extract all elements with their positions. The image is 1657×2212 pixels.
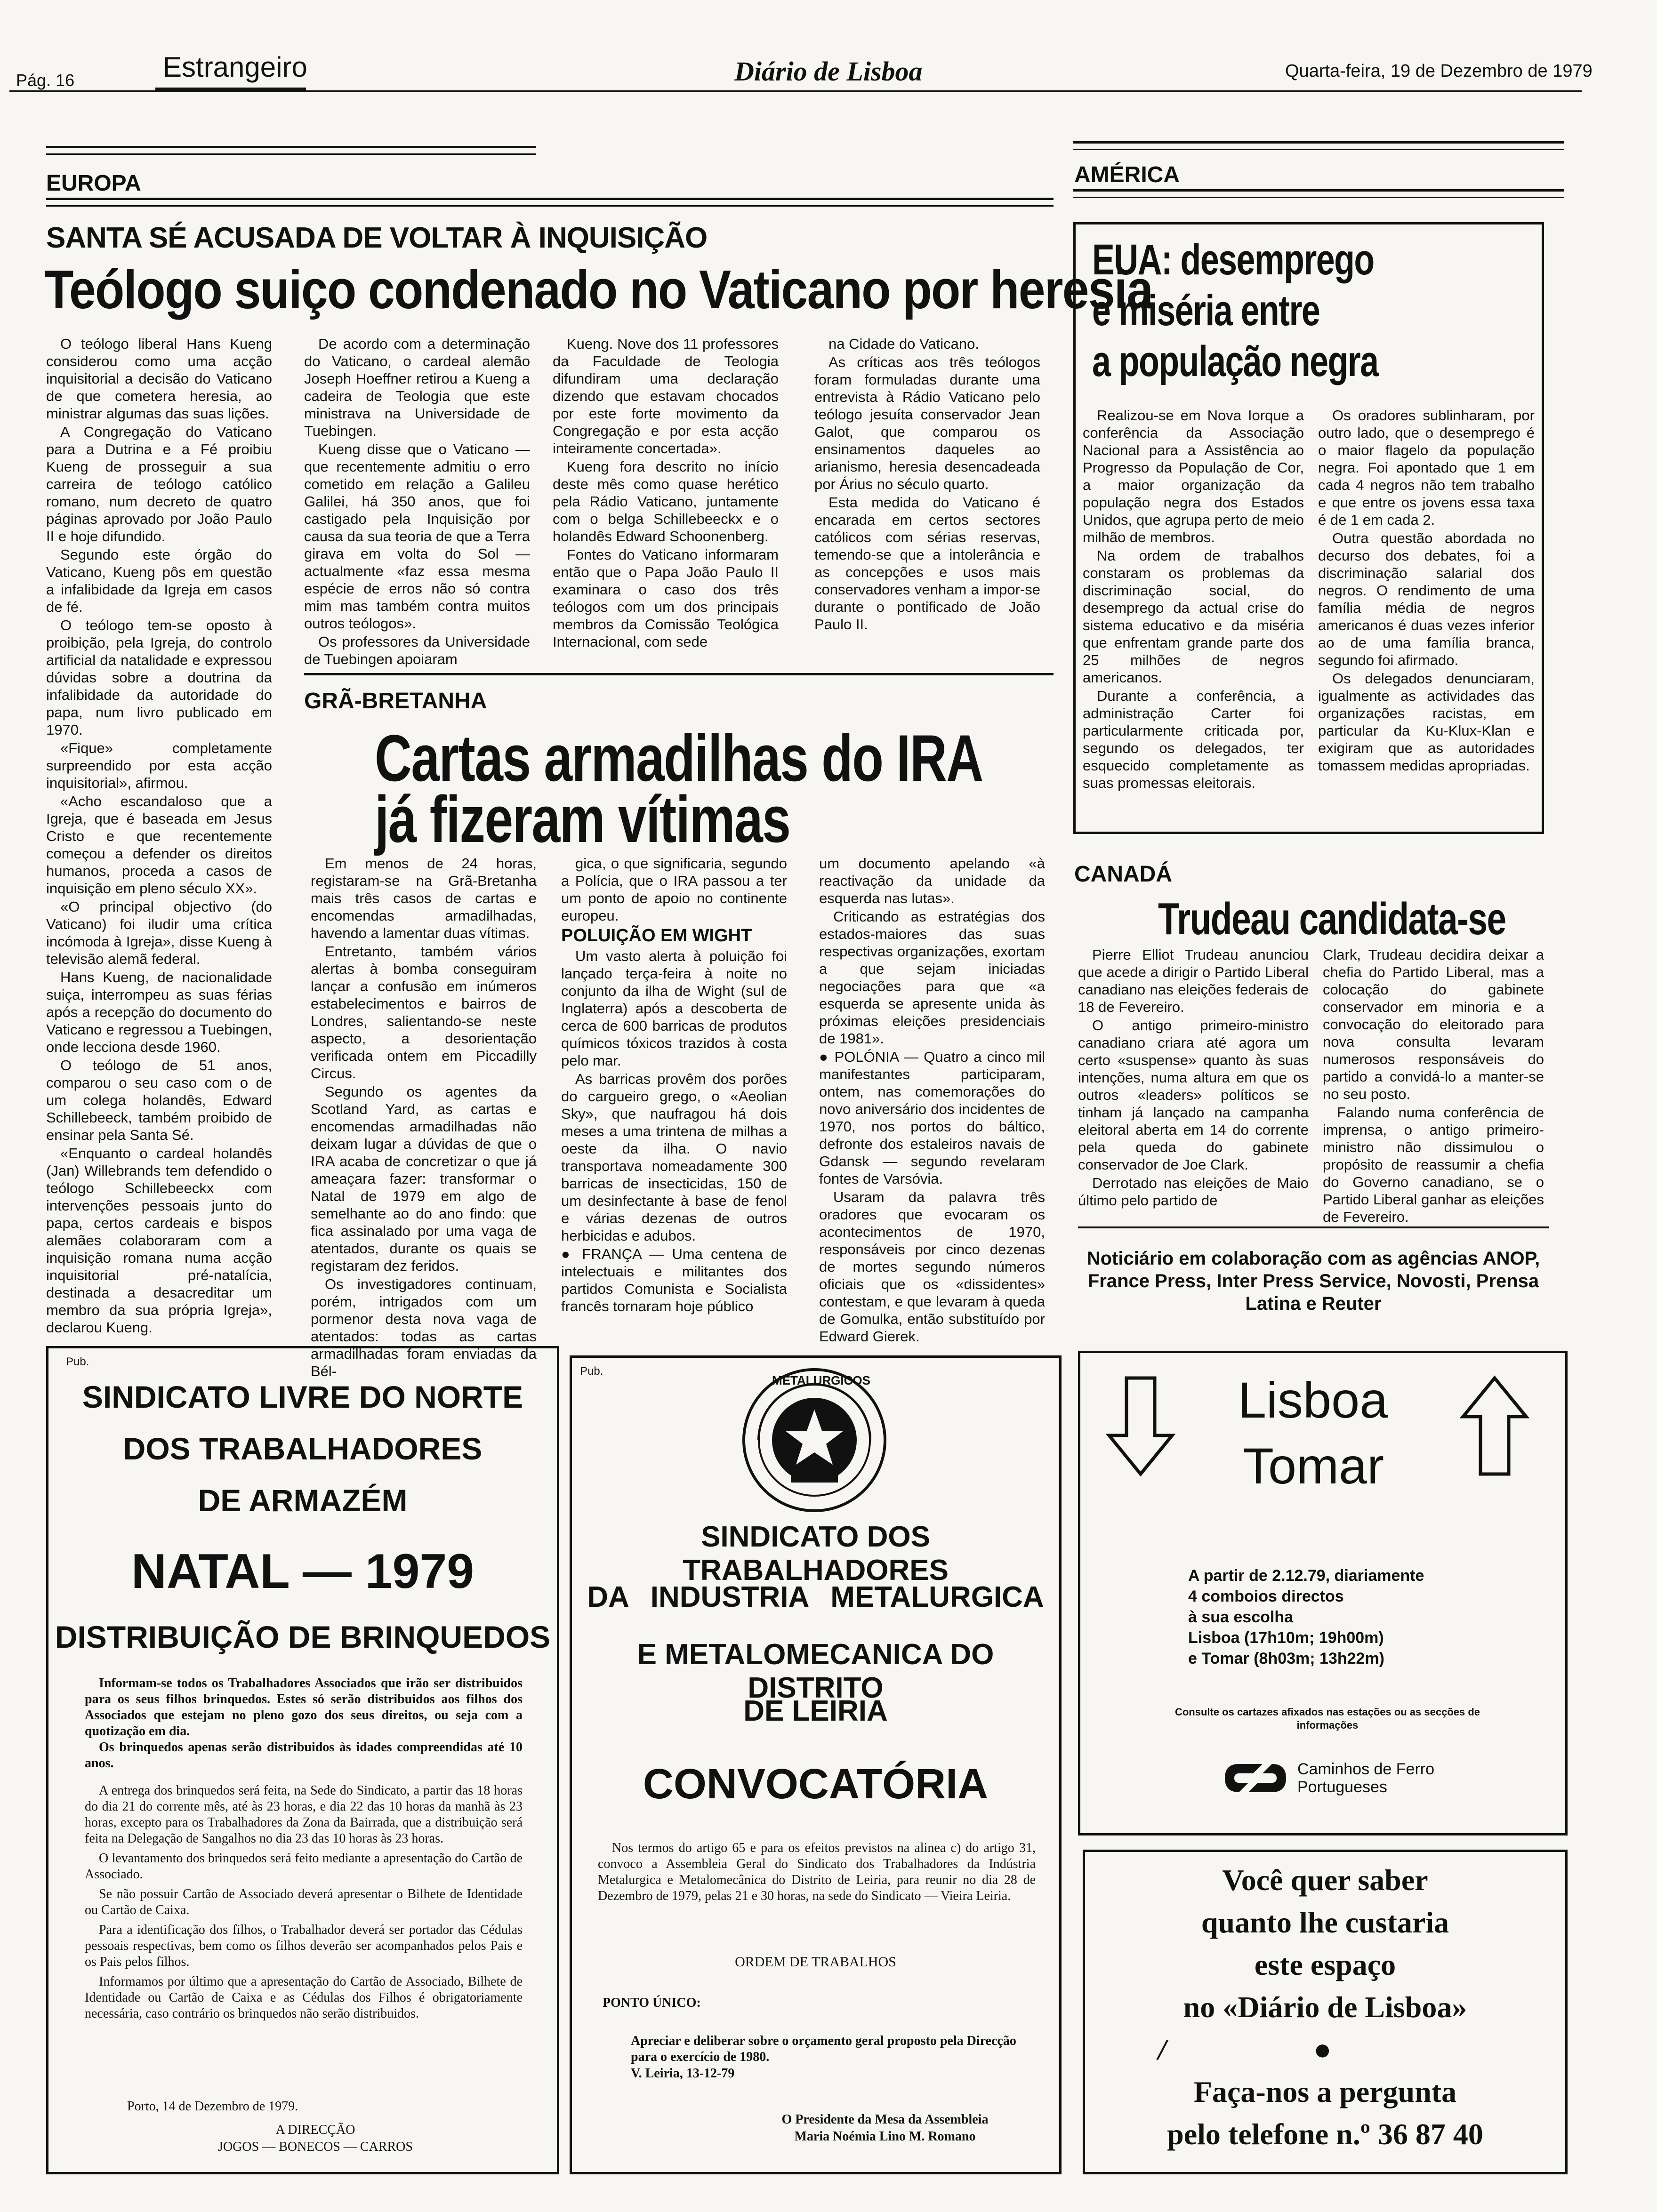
paragraph: ● POLÓNIA — Quatro a cinco mil manifestantes participaram, ontem, nas comemorações do novo aniversário dos incidentes de 1970, nos portos do báltico, defronte dos estaleiros navais de Gdansk — segundo revelaram fontes de Varsóvia. [819, 1049, 1045, 1187]
paragraph: «Fique» completamente surpreendido por esta acção inquisitorial», afirmou. [46, 740, 272, 791]
gb-col-3 [819, 855, 1045, 1346]
ad3-line: e Tomar (8h03m; 13h22m) [1188, 1650, 1384, 1667]
paragraph: Esta medida do Vaticano é encarada em certos sectores católicos com sérias reservas, temendo-se que a intolerância e as concepções e usos mais conservadores venham a impor-se durante o pontificado de João Paulo II. [814, 494, 1040, 633]
ad2-line-2: DA INDUSTRIA METALURGICA [587, 1581, 1044, 1613]
europa-section-label: EUROPA [46, 171, 141, 196]
paragraph: Em menos de 24 horas, registaram-se na Grã-Bretanha mais três casos de cartas e encomendas armadilhadas, havendo a lamentar duas vítimas. [311, 855, 537, 941]
paragraph: Um vasto alerta à poluição foi lançado terça-feira à noite no conjunto da ilha de Wight (sul de Inglaterra) após a descoberta de cerca de 600 barricas de produtos químicos tóxicos trazidos à costa pelo mar. [561, 948, 787, 1069]
ad1-title: DISTRIBUIÇÃO DE BRINQUEDOS [55, 1619, 551, 1654]
paragraph: Criticando as estratégias dos estados-maiores das suas respectivas organizações, exortam a que sejam iniciadas negociações para que «a esquerda se apresente unida às próximas eleições presidenciais de 1981». [819, 908, 1045, 1047]
paragraph: Informamos por último que a apresentação do Cartão de Associado, Bilhete de Identidade ou Cartão de Caixa e as Cédulas dos Filhos é obrigatoriamente necessária, caso contrário os brinquedos não serão distribuidos. [85, 1974, 523, 2021]
ad4-line: Você quer saber [1222, 1863, 1428, 1897]
ad2-line-3: E METALOMECANICA DO DISTRITO [637, 1638, 994, 1704]
paragraph: Os investigadores continuam, porém, intrigados com um pormenor desta nova vaga de atentados: todas as cartas armadilhadas foram enviadas da Bél- [311, 1276, 537, 1379]
ad1-line-2: DOS TRABALHADORES [123, 1431, 483, 1466]
paragraph: Usaram da palavra três oradores que evocaram os acontecimentos de 1970, responsáveis por cinco dezenas de mortes segundo números oficiais que os «dissidentes» contestam, e que levaram à queda de Gomulka, então substituído por Edward Gierek. [819, 1189, 1045, 1345]
paragraph: A entrega dos brinquedos será feita, na Sede do Sindicato, a partir das 18 horas do dia 21 do corrente mês, até às 23 horas, e dia 22 das 10 horas da manhã às 23 horas, excepto para os Trabalhadores da Zona da Bairrada, que a distribuição será feita na Delegação de Sangalhos no dia 23 das 10 horas às 23 horas. [85, 1783, 523, 1846]
ad1-signature-1: A DIRECÇÃO [275, 2123, 355, 2137]
ad4-line: Faça-nos a pergunta [1193, 2075, 1457, 2108]
america-section-label: AMÉRICA [1074, 162, 1180, 187]
cp-logo-text-1: Caminhos de Ferro [1297, 1760, 1435, 1778]
ad4-line: quanto lhe custaria [1201, 1906, 1449, 1939]
page-number: Pág. 16 [16, 71, 75, 90]
america-col-1 [1083, 407, 1304, 793]
canada-section-label: CANADÁ [1074, 862, 1172, 887]
ad2-item: Apreciar e deliberar sobre o orçamento geral proposto pela Direcção para o exercício de 1980. [631, 2034, 1016, 2064]
europa-rule-bottom [46, 198, 1054, 200]
paragraph: O teólogo tem-se oposto à proibição, pela Igreja, do controlo artificial da natalidade e expressou dúvidas sobre a doutrina da infalibidade da autoridade do papa, num livro publicado em 1970. [46, 617, 272, 738]
ad4-line: este espaço [1254, 1948, 1396, 1981]
paragraph: Kueng disse que o Vaticano — que recentemente admitiu o erro cometido em relação a Galileu Galilei, há 350 anos, que foi castigado pela Inquisição por causa da sua teoria de que a Terra girava em volta do Sol — actualmente «faz essa mesma espécie de erros não só contra mim mas também contra muitos outros teólogos». [304, 441, 530, 632]
header-thick-rule [155, 88, 306, 92]
america-rule-top [1073, 141, 1564, 144]
agency-credit: Noticiário em colaboração com as agências ANOP, France Press, Inter Press Service, Novosti, Prensa Latina e Reuter [1086, 1248, 1540, 1314]
gb-rule-top [304, 673, 1054, 675]
paragraph: O antigo primeiro-ministro canadiano criara até agora um certo «suspense» quanto às suas intenções, numa altura em que os outros «leaders» políticos se tinham já lançado na campanha eleitoral aberta em 14 do corrente pela queda do gabinete conservador de Joe Clark. [1078, 1017, 1309, 1173]
paragraph: Clark, Trudeau decidira deixar a chefia do Partido Liberal, mas a colocação do gabinete conservador em minoria e a convocação do eleitorado para nova consulta levaram numerosos responsáveis do partido a convidá-lo a manter-se no seu posto. [1323, 946, 1544, 1102]
paragraph: na Cidade do Vaticano. [828, 336, 979, 352]
ad1-body [85, 1675, 523, 2026]
ad3-line: Lisboa (17h10m; 19h00m) [1188, 1629, 1384, 1647]
ad2-signature-1: O Presidente da Mesa da Assembleia [781, 2112, 989, 2127]
ad2-signature-2: Maria Noémia Lino M. Romano [794, 2129, 976, 2144]
paragraph: Hans Kueng, de nacionalidade suiça, interrompeu as suas férias após a recepção do documento do Vaticano e regressou a Tuebingen, onde lecciona desde 1960. [46, 969, 272, 1055]
ad3-line: à sua escolha [1188, 1608, 1294, 1626]
europa-col-3 [553, 335, 779, 651]
paragraph: «O principal objectivo (do Vaticano) foi iludir uma crítica incómoda à Igreja», disse Kueng à televisão alemã federal. [46, 898, 272, 967]
ad2-ponto: PONTO ÚNICO: [603, 1996, 701, 2010]
gb-col-2 [561, 855, 787, 1316]
paragraph: Informam-se todos os Trabalhadores Associados que irão ser distribuidos para os seus filhos brinquedos. Estes só serão distribuidos aos filhos dos Associados que estejam no pleno gozo dos seus direitos, ou seja com a quotização em dia. [85, 1676, 523, 1739]
europa-col-1 [46, 335, 272, 1337]
america-rule-bottom2 [1073, 197, 1564, 198]
ad1-line-1: SINDICATO LIVRE DO NORTE [82, 1379, 523, 1414]
america-rule-bottom [1073, 189, 1564, 192]
ad2-title: CONVOCATÓRIA [643, 1761, 989, 1808]
america-headline-1: EUA: desemprego [1092, 236, 1374, 284]
ad4-divider [1083, 2028, 1568, 2071]
masthead: Diário de Lisboa [734, 56, 923, 87]
gb-headline-2: já fizeram vítimas [375, 782, 790, 856]
europa-rule-top2 [46, 153, 536, 155]
gb-headline-1: Cartas armadilhas do IRA [375, 721, 983, 795]
canada-col-2 [1323, 946, 1544, 1226]
europa-rule-bottom2 [46, 205, 1054, 207]
paragraph: Falando numa conferência de imprensa, o antigo primeiro-ministro não dissimulou o propósito de reassumir a chefia do Governo canadiano, se o Partido Liberal ganhar as eleições de Fevereiro. [1323, 1104, 1544, 1225]
ad2-line-4: DE LEIRIA [743, 1695, 888, 1727]
paragraph: Durante a conferência, a administração Carter foi particularmente criticada por, segundo os delegados, ter esquecido completamente as suas promessas eleitorais. [1083, 688, 1304, 791]
issue-date: Quarta-feira, 19 de Dezembro de 1979 [1285, 61, 1593, 81]
ad1-natal: NATAL — 1979 [131, 1544, 475, 1599]
europa-col-2 [304, 335, 530, 669]
america-headline-2: e miséria entre [1092, 287, 1320, 335]
america-col-2 [1318, 407, 1535, 775]
paragraph: O teólogo de 51 anos, comparou o seu caso com o de um colega holandês, Edward Schillebeeck, também proibido de ensinar pela Santa Sé. [46, 1057, 272, 1143]
ad3-body [1188, 1565, 1424, 1669]
ad2-ordem: ORDEM DE TRABALHOS [735, 1954, 896, 1970]
paragraph: Segundo este órgão do Vaticano, Kueng pôs em questão a infalibidade da Igreja em casos de fé. [46, 546, 272, 615]
section-title: Estrangeiro [163, 51, 307, 83]
ad4-body [1083, 1859, 1568, 2156]
canada-headline: Trudeau candidata-se [1158, 894, 1506, 944]
paragraph: Os professores da Universidade de Tuebingen apoiaram [304, 633, 530, 667]
america-headline-3: a população negra [1092, 337, 1378, 385]
city-lisboa: Lisboa [1238, 1371, 1388, 1428]
paragraph: As críticas aos três teólogos foram formuladas durante uma entrevista à Rádio Vaticano pelo teólogo jesuíta conservador Jean Galot, que comparou os ensinamentos daqueles ao arianismo, heresia desencadeada por Árius no século quarto. [814, 354, 1040, 492]
paragraph: As barricas provêm dos porões do cargueiro grego, o «Aeolian Sky», que naufragou há dois meses a uma trintena de milhas a oeste da ilha. O navio transportava nomeadamente 300 barricas de insecticidas, 150 de um desinfectante à base de fenol e várias dezenas de outros herbicidas e adubos. [561, 1071, 787, 1244]
paragraph: Para a identificação dos filhos, o Trabalhador deverá ser portador das Cédulas pessoais respectivas, bem como os filhos deverão ser acompanhados pelos Pais e os Pais pelos filhos. [85, 1923, 523, 1969]
paragraph: Pierre Elliot Trudeau anunciou que acede a dirigir o Partido Liberal canadiano nas eleições federais de 18 de Fevereiro. [1078, 946, 1309, 1015]
ad3-line: A partir de 2.12.79, diariamente [1188, 1567, 1424, 1585]
america-rule-top2 [1073, 149, 1564, 150]
paragraph: Derrotado nas eleições de Maio último pelo partido de [1078, 1175, 1309, 1209]
pub-label: Pub. [580, 1365, 603, 1378]
arrow-down-icon [1105, 1374, 1176, 1478]
slash-mark-icon: / [1158, 2033, 1166, 2066]
paragraph: Realizou-se em Nova Iorque a conferência da Associação Nacional para a Assistência ao Progresso da População de Cor, a maior organização da população negra dos Estados Unidos, que agrupa perto de meio milhão de membros. [1083, 407, 1304, 545]
gb-subhead: POLUIÇÃO EM WIGHT [561, 926, 752, 946]
paragraph: Kueng fora descrito no início deste mês como quase herético pela Rádio Vaticano, juntamente com o belga Schillebeeckx e o holandês Edward Schoonenberg. [553, 458, 779, 545]
paragraph: «Acho escandaloso que a Igreja, que é baseada em Jesus Cristo e que recentemente começou a defender os direitos humanos, proceda a casos de inquisição em pleno século XX». [46, 793, 272, 897]
ad4-line: no «Diário de Lisboa» [1183, 1990, 1467, 2024]
paragraph: um documento apelando «à reactivação da unidade da esquerda nas lutas». [819, 855, 1045, 906]
cp-logo-icon [1220, 1759, 1291, 1797]
paragraph: «Enquanto o cardeal holandês (Jan) Willebrands tem defendido o teólogo Schillebeeckx com intervenções pessoais junto do papa, certos cardeais e bispos alemães colaboraram com a inquisição romana numa acção inquisitorial pré-natalícia, destinada a desacreditar um membro da sua própria Igreja», declarou Kueng. [46, 1145, 272, 1336]
paragraph: ● FRANÇA — Uma centena de intelectuais e militantes dos partidos Comunista e Socialista francês tornaram hoje público [561, 1246, 787, 1314]
paragraph: Entretanto, também vários alertas à bomba conseguiram lançar a confusão em inúmeros estabelecimentos e bairros de Londres, salientando-se neste aspecto, a desorientação verificada ontem em Piccadilly Circus. [311, 943, 537, 1082]
pub-label: Pub. [66, 1355, 89, 1368]
paragraph: Se não possuir Cartão de Associado deverá apresentar o Bilhete de Identidade ou Cartão de Caixa. [85, 1887, 523, 1917]
paragraph: Os delegados denunciaram, igualmente as actividades das organizações racistas, em particular da Ku-Klux-Klan e exigiram que as autoridades tomassem medidas apropriadas. [1318, 670, 1535, 774]
gb-col-1 [311, 855, 537, 1381]
ad2-text: Nos termos do artigo 65 e para os efeitos previstos na alinea c) do artigo 31, convoco a Assembleia Geral do Sindicato dos Trabalhadores da Indústria Metalurgica e Metalomecânica do Distrito de Leiria, para reunir no dia 28 de Dezembro de 1979, pelas 21 e 30 horas, na sede do Sindicato — Vieira Leiria. [598, 1841, 1036, 1903]
paragraph: Na ordem de trabalhos constaram os problemas da discriminação social, do desemprego da actual crise do sistema educativo e da miséria que enfrentam grande parte dos 25 milhões de negros americanos. [1083, 547, 1304, 686]
bullet-icon: ● [1313, 2033, 1332, 2066]
paragraph: Kueng. Nove dos 11 professores da Faculdade de Teologia difundiram uma declaração dizendo que estavam chocados por este forte movimento da Congregação e por esta acção inteiramente concertada». [553, 336, 779, 457]
europa-rule-top [46, 146, 536, 148]
cp-logo-text-2: Portugueses [1297, 1778, 1387, 1796]
canada-rule [1078, 1226, 1549, 1228]
europa-headline: Teólogo suiço condenado no Vaticano por heresia [44, 259, 1153, 320]
ad1-line-3: DE ARMAZÉM [198, 1483, 408, 1518]
paragraph: Os brinquedos apenas serão distribuidos às idades compreendidas até 10 anos. [85, 1740, 523, 1771]
paragraph: Os oradores sublinharam, por outro lado, que o desemprego é o maior flagelo da população negra. Foi apontado que 1 em cada 4 negros não tem trabalho e que entre os jovens essa taxa é de 1 em cada 2. [1318, 407, 1535, 528]
arrow-up-icon [1459, 1374, 1530, 1478]
ad3-line: 4 comboios directos [1188, 1587, 1344, 1605]
paragraph: Fontes do Vaticano informaram então que o Papa João Paulo II examinara o caso dos três teólogos com um dos principais membros da Comissão Teológica Internacional, com sede [553, 546, 779, 650]
ad2-date: V. Leiria, 13-12-79 [631, 2066, 735, 2081]
paragraph: O levantamento dos brinquedos será feito mediante a apresentação do Cartão de Associado. [85, 1851, 523, 1882]
ad1-place: Porto, 14 de Dezembro de 1979. [127, 2099, 298, 2114]
ad3-note: Consulte os cartazes afixados nas estações ou as secções de informações [1174, 1706, 1480, 1731]
paragraph: O teólogo liberal Hans Kueng considerou como uma acção inquisitorial a decisão do Vaticano de que cometera heresia, ao ministrar algumas das suas lições. [46, 336, 272, 422]
ad4-line: pelo telefone n.º 36 87 40 [1167, 2117, 1483, 2151]
paragraph: gica, o que significaria, segundo a Polícia, que o IRA passou a ter um ponto de apoio no continente europeu. [561, 855, 787, 924]
paragraph: A Congregação do Vaticano para a Dutrina e a Fé proibiu Kueng de prosseguir a sua carreira de teólogo católico romano, num decreto de quatro páginas aprovado por João Paulo II e hoje difundido. [46, 424, 272, 545]
ad1-signature-2: JOGOS — BONECOS — CARROS [218, 2140, 413, 2154]
paragraph: Outra questão abordada no decurso dos debates, foi a discriminação salarial dos negros. O rendimento de uma família média de negros americanos é duas vezes inferior ao de uma família branca, segundo foi afirmado. [1318, 530, 1535, 668]
paragraph: De acordo com a determinação do Vaticano, o cardeal alemão Joseph Hoeffner retirou a Kueng a cadeira de Teologia que este ministrava na Universidade de Tuebingen. [304, 336, 530, 439]
logo-text: METALURGICOS [772, 1373, 870, 1387]
gb-section-label: GRÃ-BRETANHA [304, 689, 487, 713]
canada-col-1 [1078, 946, 1309, 1210]
city-tomar: Tomar [1243, 1437, 1384, 1494]
europa-kicker: SANTA SÉ ACUSADA DE VOLTAR À INQUISIÇÃO [46, 222, 708, 254]
europa-col-4 [814, 335, 1040, 634]
ad2-line-1: SINDICATO DOS TRABALHADORES [683, 1521, 949, 1587]
paragraph: Segundo os agentes da Scotland Yard, as cartas e encomendas armadilhadas não deixam lugar a dúvidas de que o IRA acaba de concretizar o que já ameaçara fazer: transformar o Natal de 1979 em algo de semelhante ao do ano findo: que fica assinalado por uma vaga de atentados, durante os quais se registaram dez feridos. [311, 1083, 537, 1274]
